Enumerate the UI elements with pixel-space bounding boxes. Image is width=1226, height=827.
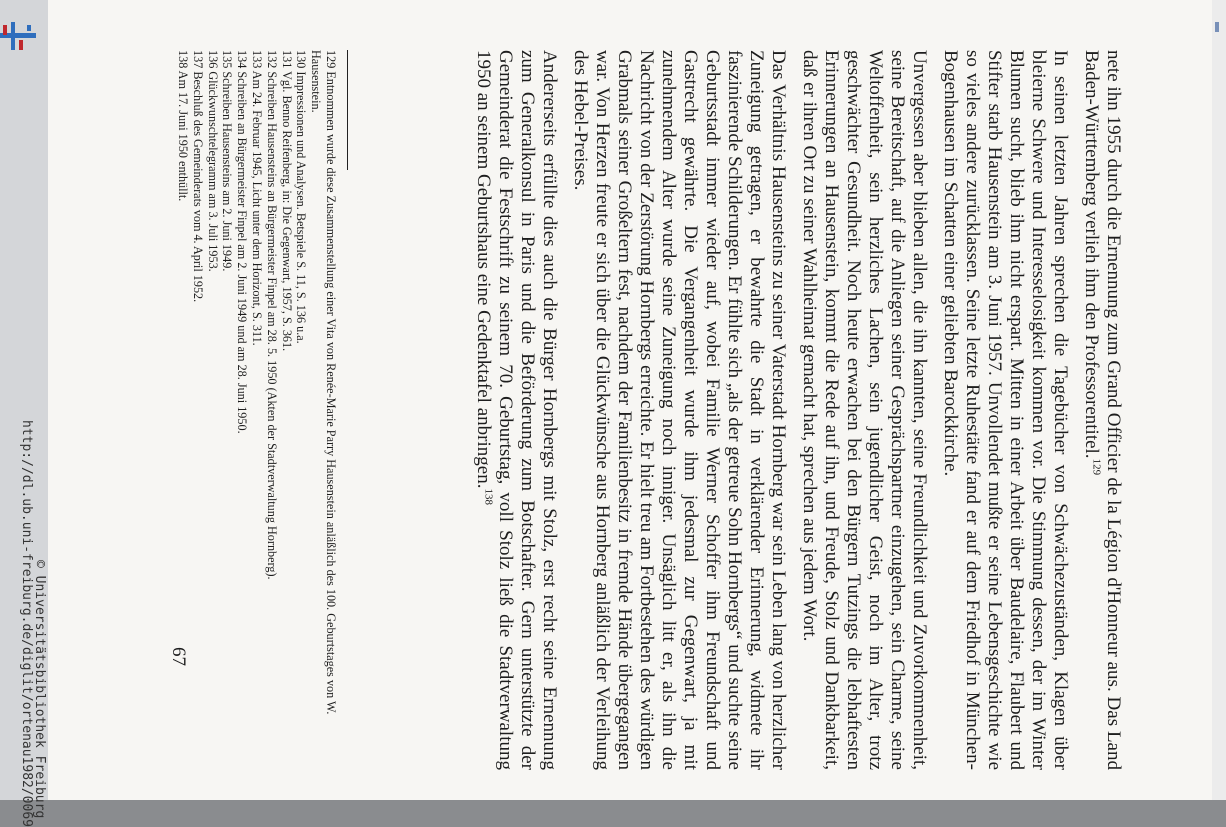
body-text: [472, 50, 1124, 770]
right-scrollbar[interactable]: [1212, 0, 1226, 800]
footnote: 136 Glückwunschtelegramm am 3. Juli 1953.: [205, 50, 220, 272]
footnote: 135 Schreiben Hausensteins am 2. Juni 1949.: [220, 50, 235, 272]
watermark-url: http://dl.ub.uni-freiburg.de/diglit/ortenau1982/0069: [19, 420, 34, 827]
footnote: 133 Am 24. Februar 1945, Licht unter dem Horizont, S. 311.: [250, 50, 265, 346]
footnote: 132 Schreiben Hausensteins an Bürgermeister Finpel am 28. 5. 1950 (Akten der Stadtverwaltung Hornberg).: [264, 50, 279, 580]
footnote: 131 Vgl. Benno Reifenberg, in: Die Gegenwart, 1957, S. 361.: [279, 50, 294, 352]
paragraph-5: Andererseits erfüllte dies auch die Bürger Hornbergs mit Stolz, erst recht seine Ernennung zum Generalkonsul in Paris und die Beförderung zum Botschafter. Gern unterstützte der Gemeinderat die Festschrift zu seinem 70. Geburtstag, voll Stolz ließ die Stadtverwaltung 1950 an seinem Geburtshaus eine Gedenktafel anbringen.$^{138}$: [473, 50, 560, 770]
paragraph-3: Unvergessen aber blieben allen, die ihn kannten, seine Freundlichkeit und Zuvorkommenheit, seine Bereitschaft, auf die Anliegen seiner Gesprächspartner einzugehen, sein Charme, seine Weltoffenheit, sein herzliches Lachen, sein jugendlicher Geist, noch im Alter, trotz geschwächter Gesundheit. Noch heute erwachen bei den Bürgern Tutzings die lebhaftesten Erinnerungen an Hausenstein, kommt die Rede auf ihn, und Freude, Stolz und Dankbarkeit, daß er ihren Ort zu seiner Wahlheimat gemacht hat, sprechen aus jedem Wort.: [799, 50, 930, 770]
scanned-page: [48, 0, 1212, 800]
rotated-page-content: [84, 50, 1124, 770]
footnote-divider: [347, 50, 348, 170]
footnote: 129 Entnommen wurde diese Zusammenstellung einer Vita von Renée-Marie Parry Hausenstein anläßlich des 100. Geburtstages von W. Hausenstein.: [309, 50, 338, 715]
footnote: 137 Beschluß des Gemeinderats vom 4. April 1952.: [190, 50, 205, 303]
watermark: [6, 0, 47, 827]
footnotes: [175, 50, 338, 770]
viewer-sidebar: [0, 0, 48, 827]
paragraph-2: In seinen letzten Jahren sprechen die Tagebücher von Schwächezuständen, Klagen über bleierne Schwere und Interesselosigkeit kommen vor. Die Stimmung dessen, der im Winter Blumen sucht, blieb ihm nicht erspart. Mitten in einer Arbeit über Baudelaire, Flaubert und Stifter starb Hausenstein am 3. Juni 1957. Unvollendet mußte er seine Lebensgeschichte wie so vieles andere zurücklassen. Seine letzte Ruhestätte fand er auf dem Friedhof in München-Bogenhausen im Schatten einer geliebten Barockkirche.: [940, 50, 1071, 770]
footnote: 138 Am 17. Juni 1950 enthüllt.: [176, 50, 191, 202]
paragraph-1: nete ihn 1955 durch die Ernennung zum Grand Officier de la Légion d'Honneur aus. Das Land Baden-Württemberg verlieh ihm den Professorentitel.$^{129}$: [1081, 50, 1124, 770]
page-number: 67: [168, 647, 189, 666]
footnote: 134 Schreiben an Bürgermeister Finpel am 2. Juni 1949 und am 28. Juni 1950.: [235, 50, 250, 434]
scroll-marker: [1215, 22, 1219, 32]
footnote: 130 Impressionen und Analysen. Betspiele S. 11, S. 136 u.a.: [294, 50, 309, 344]
paragraph-4: Das Verhältnis Hausensteins zu seiner Vaterstadt Hornberg war sein Leben lang von herzlicher Zuneigung getragen, er bewahrte die Stadt in verklärender Erinnerung, widmete ihr faszinierende Schilderungen. Er fühlte sich „als der getreue Sohn Hornbergs“ und suchte seine Geburtsstadt immer wieder auf, wobei Familie Werner Schoffer ihm Freundschaft und Gastrecht gewährte. Die Vergangenheit wurde ihm jedesmal zur Gegenwart, ja mit zunehmendem Alter wurde seine Zuneigung noch inniger. Unsäglich litt er, als ihn die Nachricht von der Zerstörung Hornbergs erreichte. Er hielt treu am Fortbestehen des würdigen Grabmals seiner Großeltern fest, nachdem der Familienbesitz in fremde Hände übergegangen war. Von Herzen freute er sich über die Glückwünsche aus Hornberg anläßlich der Verleihung des Hebel-Preises.: [570, 50, 789, 770]
watermark-copyright: © Universitätsbibliothek Freiburg: [32, 560, 47, 819]
